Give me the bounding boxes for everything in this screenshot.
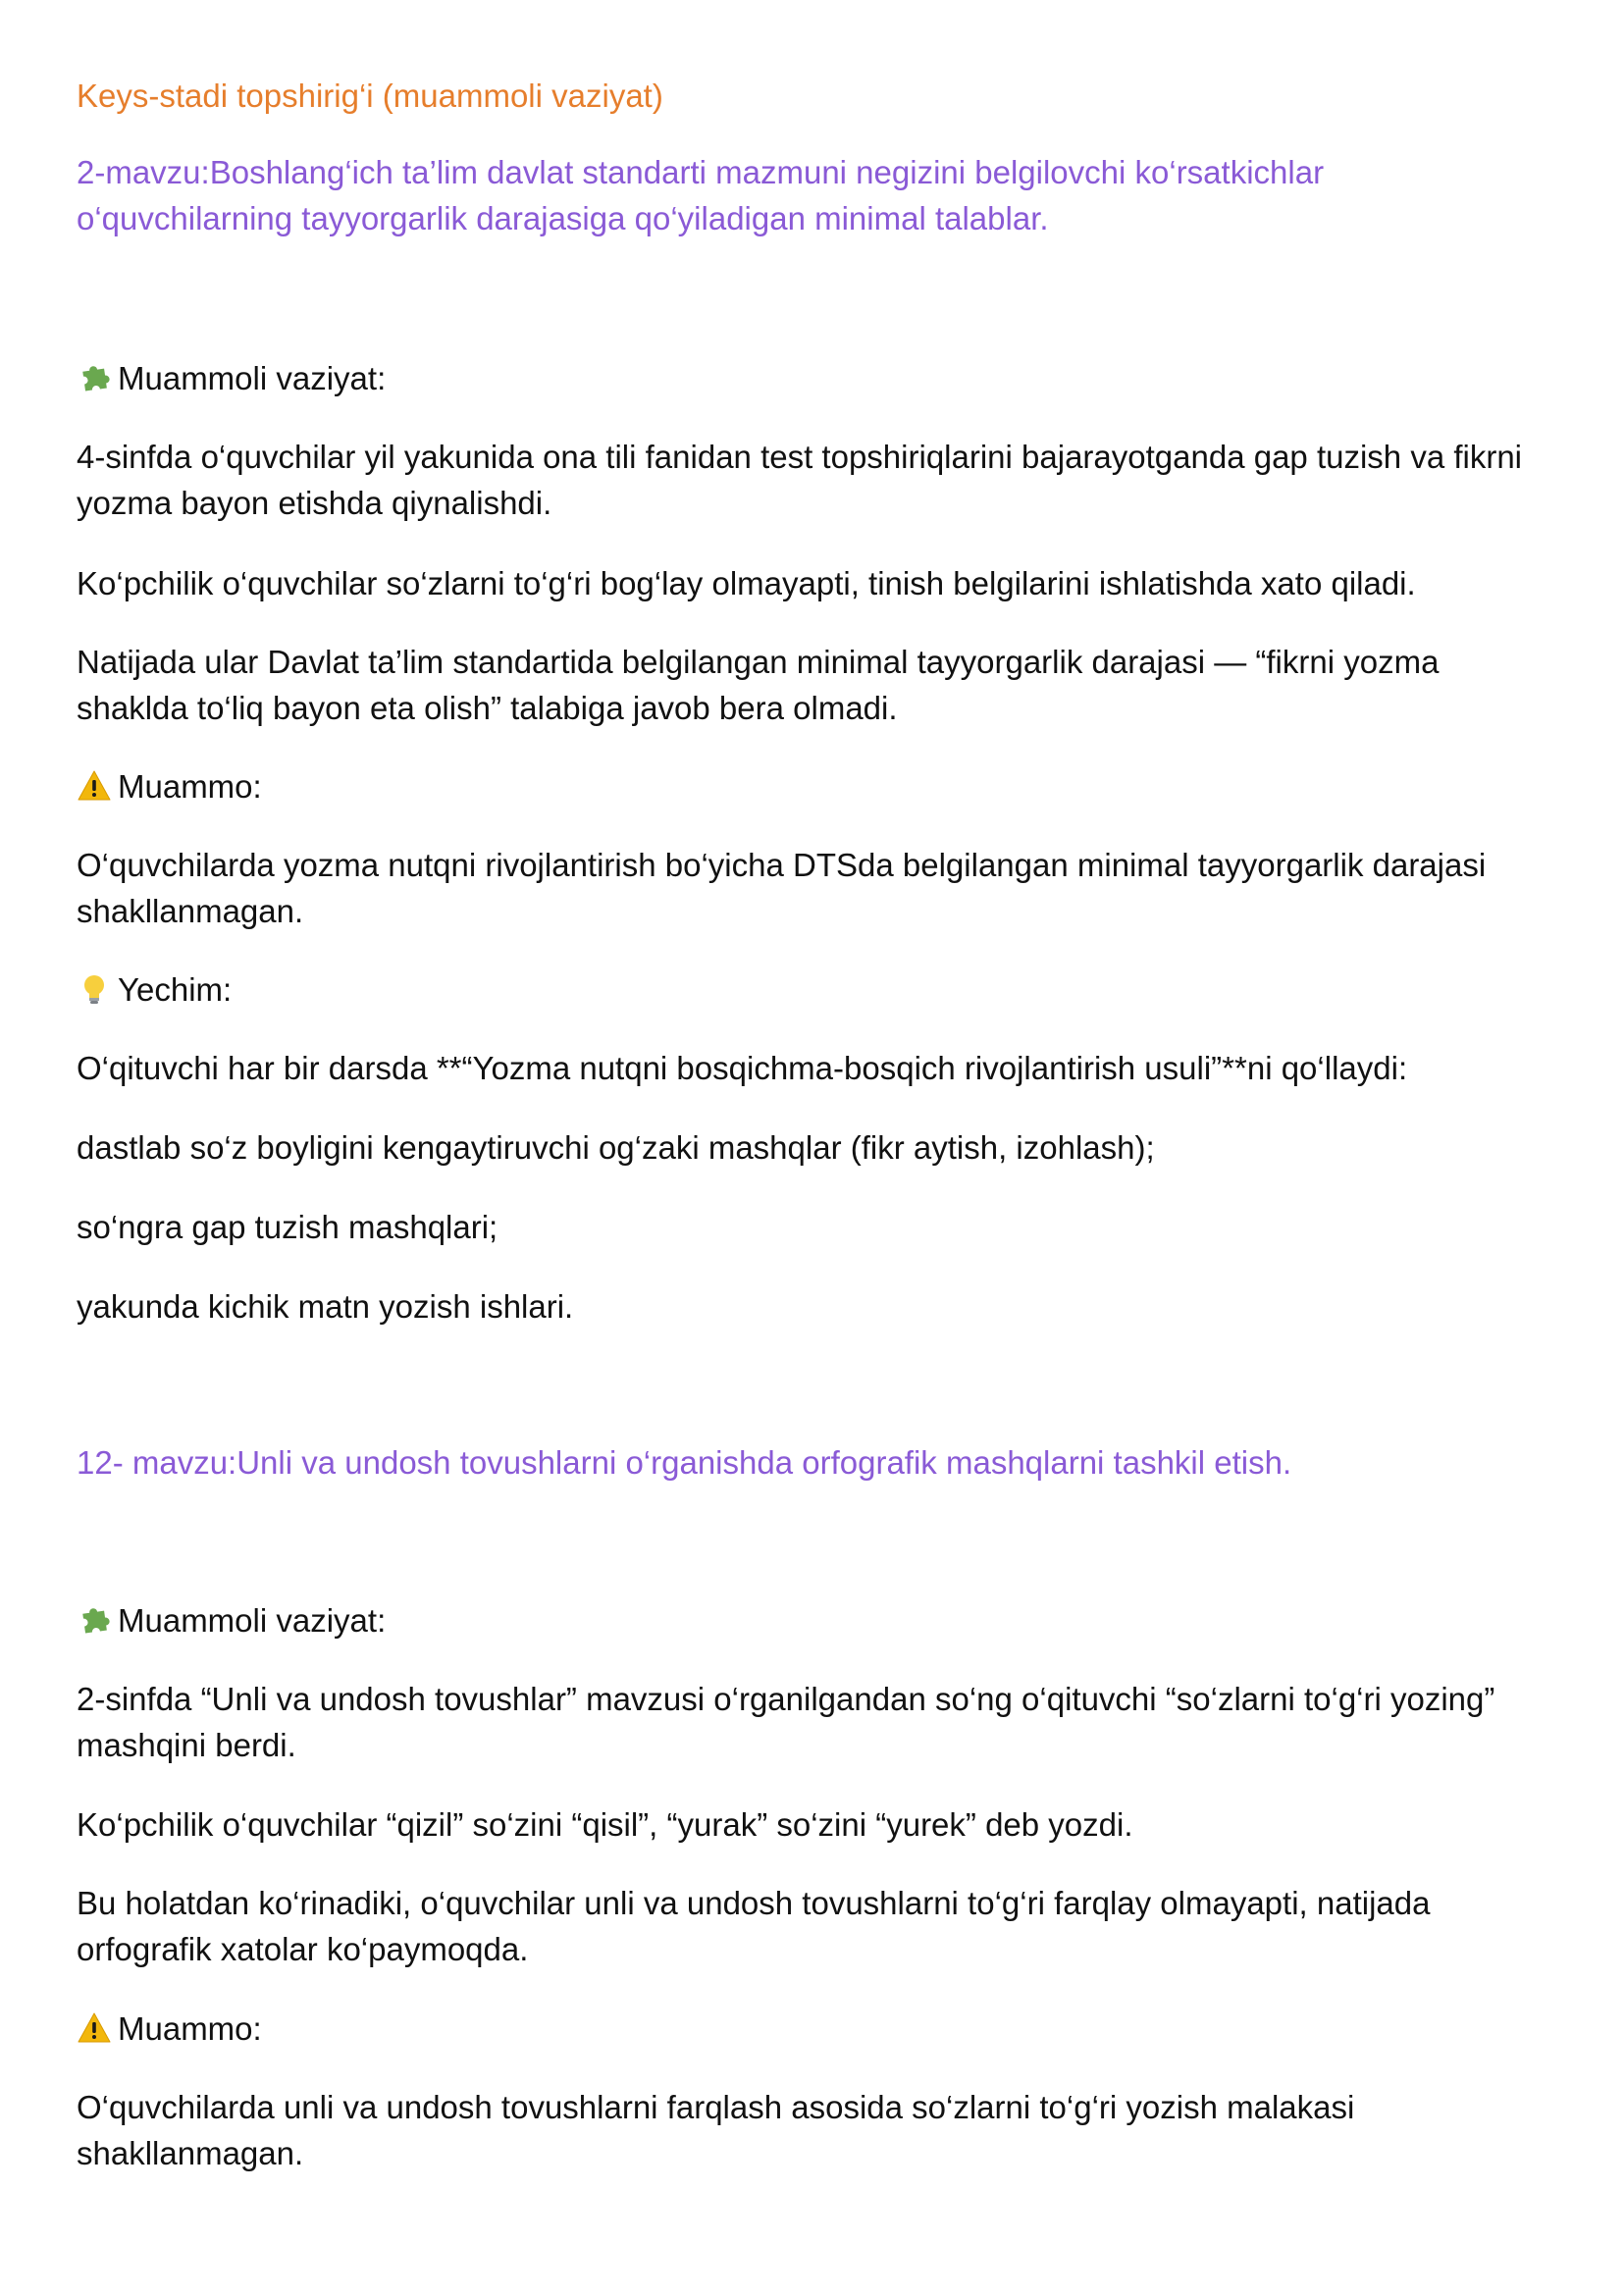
- topic1-problem-heading: Muammo:: [77, 763, 1548, 809]
- topic1-problem-text: O‘quvchilarda yozma nutqni rivojlantirish bo‘yicha DTSda belgilangan minimal tayyorgarlik darajasi shakllanmagan.: [77, 847, 1487, 929]
- puzzle-icon: [77, 1602, 112, 1638]
- topic2-title: 12- mavzu:Unli va undosh tovushlarni o‘rganishda orfografik mashqlarni tashkil etish.: [77, 1444, 1292, 1481]
- puzzle-icon: [77, 360, 112, 395]
- topic2-situation-heading: Muammoli vaziyat:: [77, 1597, 1548, 1643]
- topic1-situation-paragraph-1: 4-sinfda o‘quvchilar yil yakunida ona tili fanidan test topshiriqlarini bajarayotganda gap tuzish va fikrni yozma bayon etishda qiynalishdi.: [77, 439, 1523, 521]
- case-study-title: Keys-stadi topshirig‘i (muammoli vaziyat): [77, 78, 663, 114]
- topic1-situation-heading: Muammoli vaziyat:: [77, 355, 1548, 401]
- warning-icon: [77, 2010, 112, 2046]
- lightbulb-icon: [77, 971, 112, 1007]
- topic2-situation-paragraph-2: Ko‘pchilik o‘quvchilar “qizil” so‘zini “qisil”, “yurak” so‘zini “yurek” deb yozdi.: [77, 1806, 1133, 1843]
- topic1-solution-heading: Yechim:: [77, 966, 1548, 1013]
- topic1-solution-text: O‘qituvchi har bir darsda **“Yozma nutqni bosqichma-bosqich rivojlantirish usuli”**ni qo‘llaydi:: [77, 1050, 1408, 1086]
- topic2-situation-paragraph-1: 2-sinfda “Unli va undosh tovushlar” mavzusi o‘rganilgandan so‘ng o‘qituvchi “so‘zlarni to‘g‘ri yozing” mashqini berdi.: [77, 1681, 1495, 1763]
- topic2-problem-text: O‘quvchilarda unli va undosh tovushlarni farqlash asosida so‘zlarni to‘g‘ri yozish malakasi shakllanmagan.: [77, 2089, 1355, 2171]
- topic1-situation-paragraph-3: Natijada ular Davlat ta’lim standartida belgilangan minimal tayyorgarlik darajasi — “fikrni yozma shaklda to‘liq bayon eta olish” talabiga javob bera olmadi.: [77, 644, 1440, 726]
- topic2-situation-paragraph-3: Bu holatdan ko‘rinadiki, o‘quvchilar unli va undosh tovushlarni to‘g‘ri farqlay olmayapti, natijada orfografik xatolar ko‘paymoqda.: [77, 1885, 1431, 1967]
- topic1-solution-step-1: dastlab so‘z boyligini kengaytiruvchi og‘zaki mashqlar (fikr aytish, izohlash);: [77, 1129, 1155, 1166]
- topic1-solution-step-2: so‘ngra gap tuzish mashqlari;: [77, 1209, 498, 1245]
- topic1-situation-paragraph-2: Ko‘pchilik o‘quvchilar so‘zlarni to‘g‘ri bog‘lay olmayapti, tinish belgilarini ishlatishda xato qiladi.: [77, 565, 1416, 601]
- topic1-solution-step-3: yakunda kichik matn yozish ishlari.: [77, 1288, 574, 1325]
- topic2-problem-heading: Muammo:: [77, 2006, 1548, 2052]
- warning-icon: [77, 768, 112, 804]
- topic1-title: 2-mavzu:Boshlang‘ich ta’lim davlat standarti mazmuni negizini belgilovchi ko‘rsatkichlar o‘quvchilarning tayyorgarlik darajasiga qo‘yiladigan minimal talablar.: [77, 154, 1325, 236]
